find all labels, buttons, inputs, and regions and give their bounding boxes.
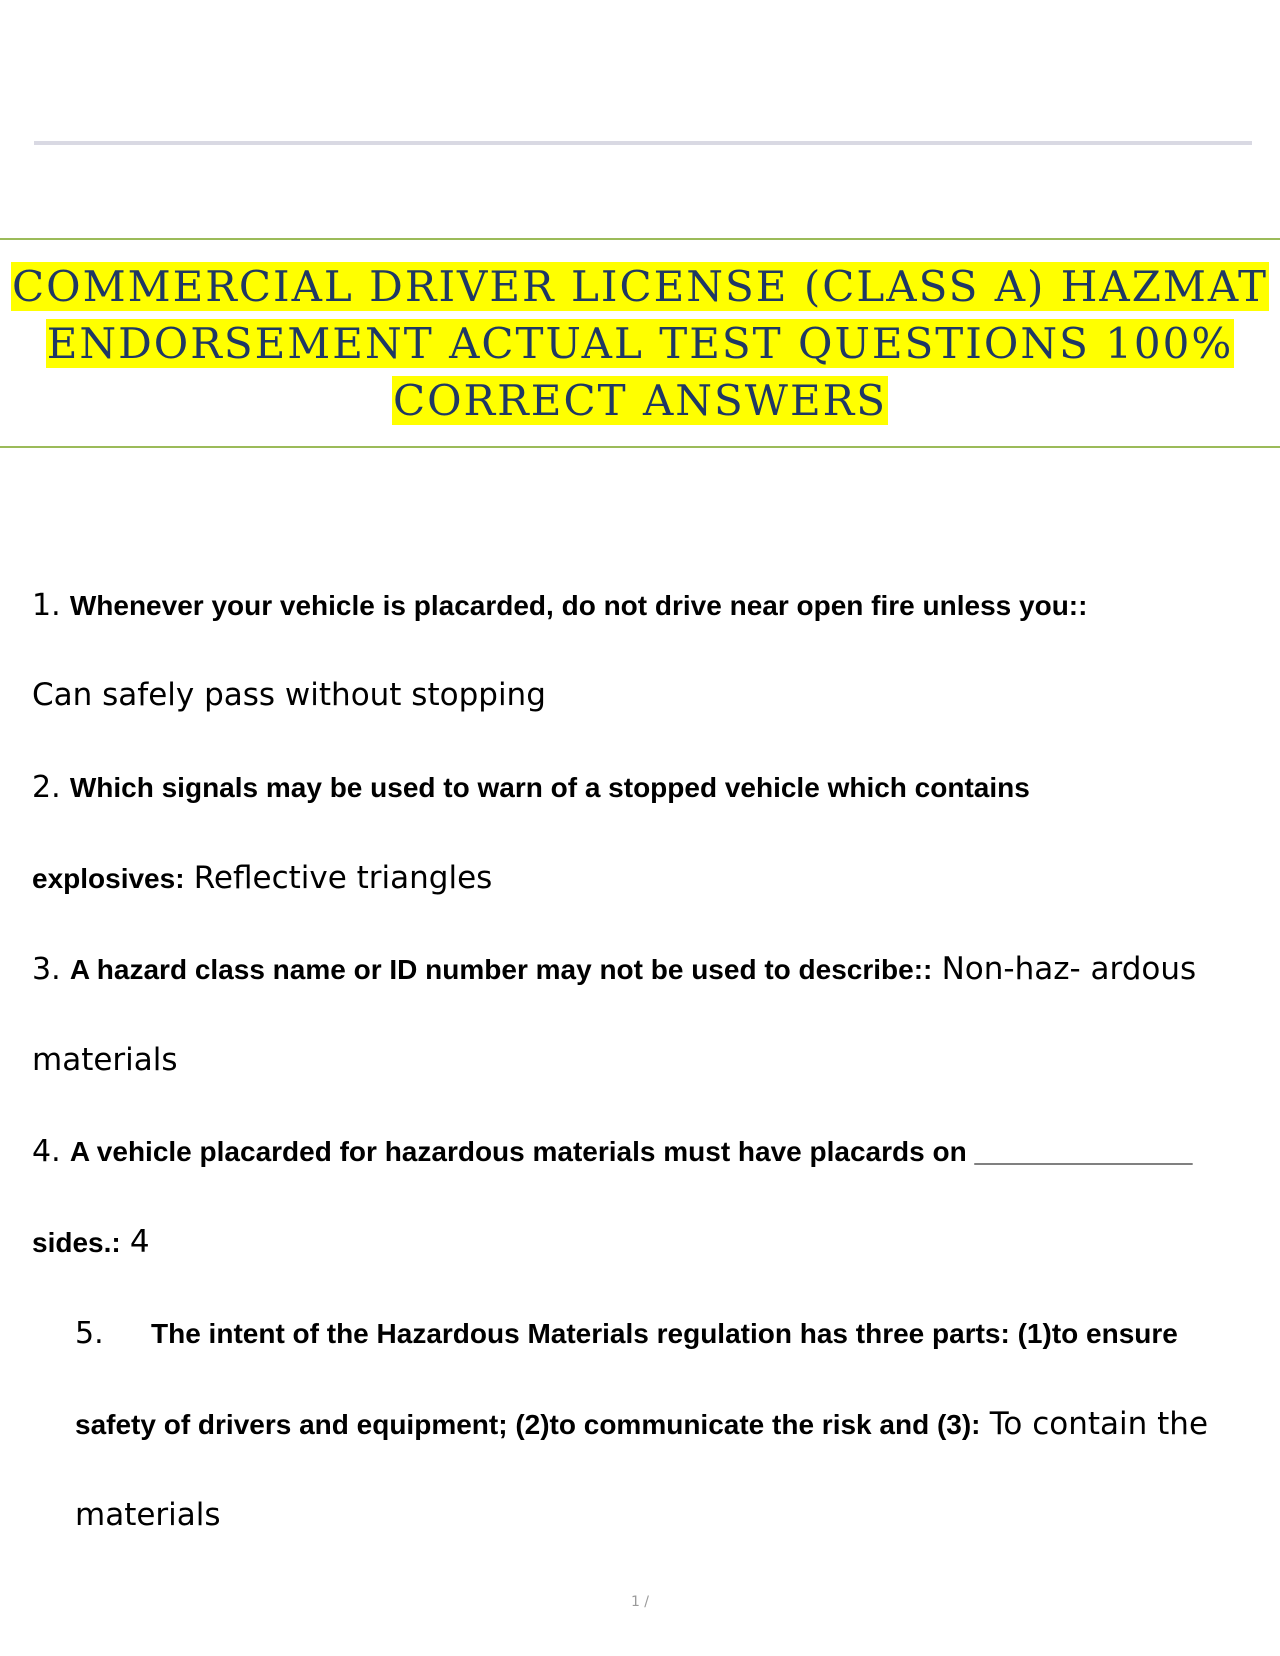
- title-line-1: COMMERCIAL DRIVER LICENSE (CLASS A) HAZMAT: [12, 262, 1268, 311]
- question-5: [75, 1316, 1280, 1351]
- question-2-text-line1: Which signals may be used to warn of a stopped vehicle which contains: [69, 772, 1030, 803]
- title-block: [0, 238, 1280, 448]
- document-title: [0, 258, 1280, 429]
- question-5-continued: [75, 1407, 1280, 1442]
- answer-3-continued: [32, 1043, 1257, 1077]
- answer-5-continued: [75, 1498, 1280, 1532]
- answer-1-text: Can safely pass without stopping: [32, 677, 546, 713]
- answer-3-text-line1: Non-haz- ardous: [941, 951, 1197, 987]
- answer-5-text-line1: To contain the: [989, 1406, 1209, 1442]
- answer-3-text-line2: materials: [32, 1042, 178, 1078]
- title-line-3: CORRECT ANSWERS: [392, 376, 888, 425]
- question-2-number: 2.: [32, 770, 61, 805]
- header-rule: [34, 141, 1252, 145]
- question-4: [32, 1134, 1257, 1169]
- question-5-text-line1: The intent of the Hazardous Materials regulation has three parts: (1)to ensure: [151, 1318, 1178, 1349]
- question-5-number: 5.: [75, 1316, 104, 1351]
- question-5-text-line2: safety of drivers and equipment; (2)to communicate the risk and (3):: [75, 1409, 981, 1440]
- question-1: [32, 588, 1257, 623]
- question-4-number: 4.: [32, 1134, 61, 1169]
- question-2-continued: [32, 861, 1257, 896]
- question-3-text: A hazard class name or ID number may not be used to describe::: [69, 954, 933, 985]
- question-4-text-line1: A vehicle placarded for hazardous materials must have placards on ______________: [69, 1136, 1193, 1167]
- title-line-2: ENDORSEMENT ACTUAL TEST QUESTIONS 100%: [46, 319, 1234, 368]
- question-2-text-line2: explosives:: [32, 863, 185, 894]
- question-4-continued: [32, 1225, 1257, 1260]
- question-3: [32, 952, 1257, 987]
- answer-1: [32, 678, 1257, 712]
- question-1-number: 1.: [32, 588, 61, 623]
- answer-4-text: 4: [129, 1224, 150, 1260]
- question-4-text-line2: sides.:: [32, 1227, 121, 1258]
- answer-2-text: Reflective triangles: [193, 860, 493, 896]
- question-2: [32, 770, 1257, 805]
- page-number: 1 /: [630, 1594, 650, 1610]
- answer-5-text-line2: materials: [75, 1497, 221, 1533]
- question-1-text: Whenever your vehicle is placarded, do not drive near open fire unless you::: [69, 590, 1088, 621]
- question-3-number: 3.: [32, 952, 61, 987]
